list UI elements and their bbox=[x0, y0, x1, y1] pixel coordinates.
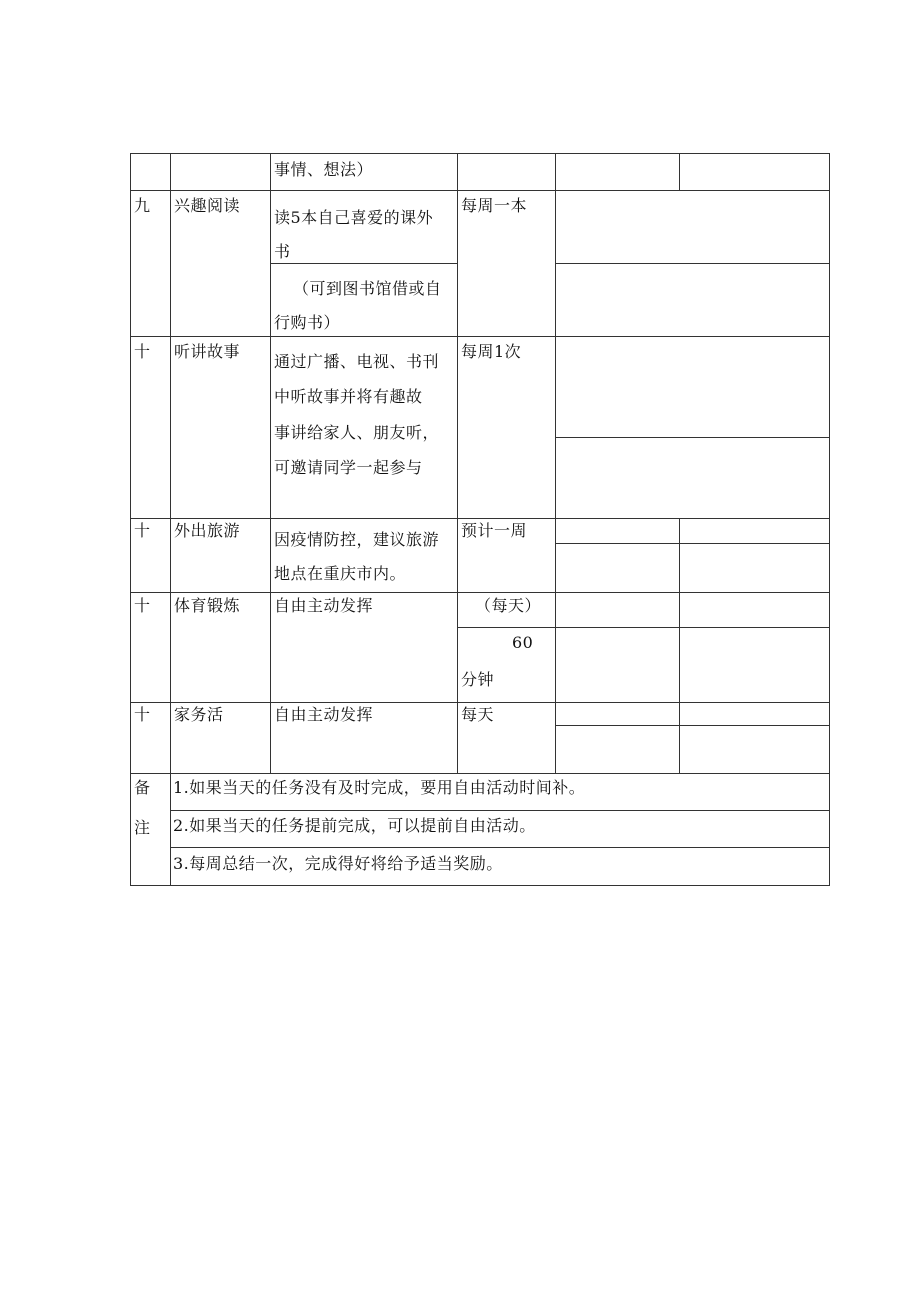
remarks-label: 备 bbox=[134, 778, 151, 797]
remark-line: 1.如果当天的任务没有及时完成，要用自由活动时间补。 bbox=[173, 778, 586, 797]
item-name: 体育锻炼 bbox=[174, 596, 241, 615]
remarks-label: 注 bbox=[134, 818, 151, 837]
frequency: 预计一周 bbox=[461, 521, 528, 540]
frequency: 每天 bbox=[461, 705, 495, 724]
content-line: 地点在重庆市内。 bbox=[274, 564, 407, 583]
item-name: 外出旅游 bbox=[174, 521, 241, 540]
content-line: 读5本自己喜爱的课外 bbox=[274, 208, 434, 227]
content-line: 因疫情防控，建议旅游 bbox=[274, 530, 440, 549]
content-line: 可邀请同学一起参与 bbox=[274, 458, 423, 477]
frequency: （每天） bbox=[475, 596, 542, 615]
row-number: 十 bbox=[134, 596, 151, 615]
content-line: 书 bbox=[274, 242, 291, 261]
row-number: 十 bbox=[134, 521, 151, 540]
item-name: 家务活 bbox=[174, 705, 224, 724]
row-number: 十 bbox=[134, 705, 151, 724]
row-number: 十 bbox=[134, 342, 151, 361]
content-line: （可到图书馆借或自 bbox=[293, 279, 442, 298]
content-line: 行购书） bbox=[274, 313, 341, 332]
item-name: 兴趣阅读 bbox=[174, 196, 241, 215]
remark-line: 3.每周总结一次，完成得好将给予适当奖励。 bbox=[173, 854, 503, 873]
frequency: 每周1次 bbox=[461, 342, 522, 361]
content-line: 自由主动发挥 bbox=[274, 596, 374, 615]
content-line: 事情、想法） bbox=[274, 160, 374, 179]
frequency: 60 bbox=[512, 633, 534, 652]
content-line: 中听故事并将有趣故 bbox=[274, 387, 423, 406]
remark-line: 2.如果当天的任务提前完成，可以提前自由活动。 bbox=[173, 816, 536, 835]
row-number: 九 bbox=[134, 196, 151, 215]
content-line: 自由主动发挥 bbox=[274, 705, 374, 724]
frequency: 分钟 bbox=[461, 670, 495, 689]
content-line: 事讲给家人、朋友听， bbox=[274, 423, 440, 442]
content-line: 通过广播、电视、书刊 bbox=[274, 352, 440, 371]
item-name: 听讲故事 bbox=[174, 342, 241, 361]
frequency: 每周一本 bbox=[461, 196, 528, 215]
